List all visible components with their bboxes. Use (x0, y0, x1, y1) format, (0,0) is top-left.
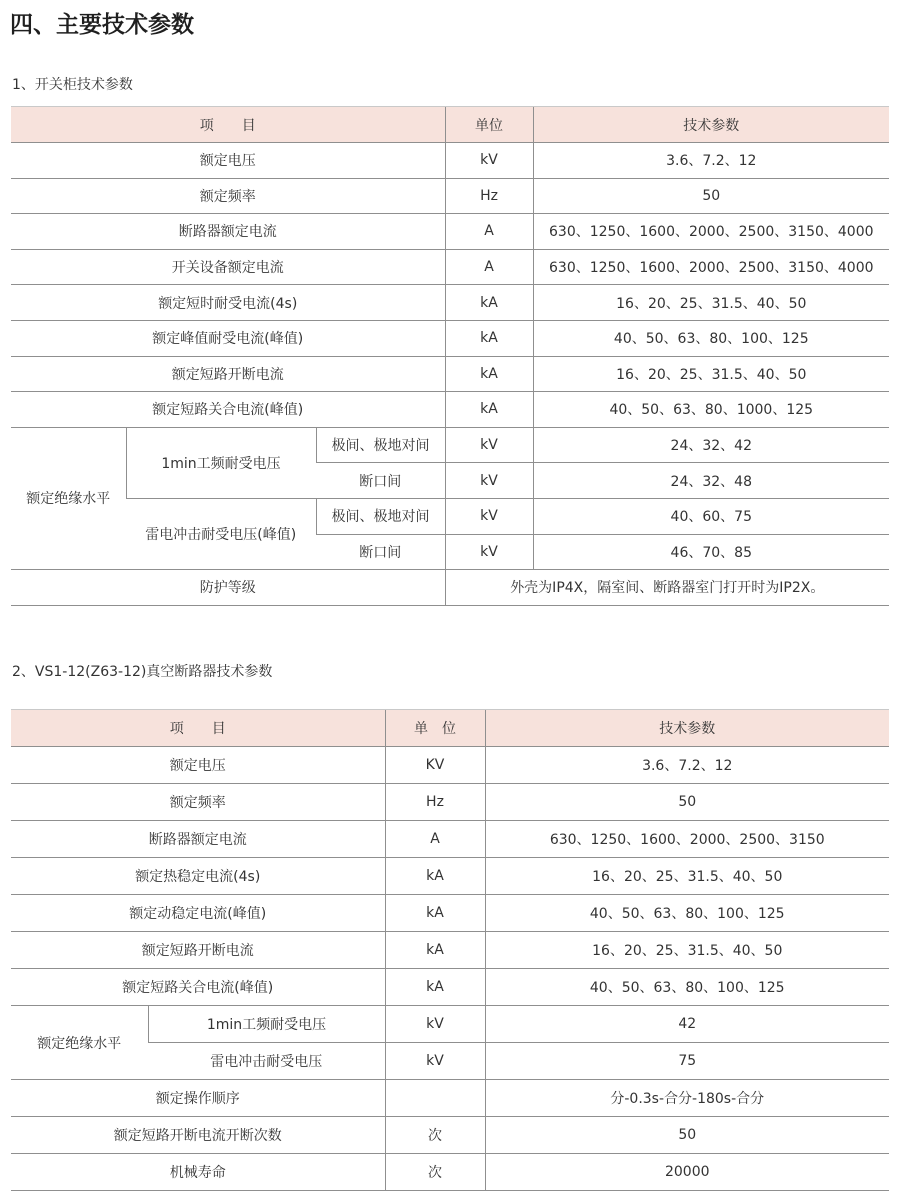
row-value: 50 (485, 784, 889, 821)
row-item: 断路器额定电流 (11, 821, 385, 858)
row-item: 机械寿命 (11, 1154, 385, 1191)
row-item: 额定短时耐受电流(4s) (11, 285, 445, 321)
table-row (11, 969, 889, 1006)
row-unit (385, 1080, 485, 1117)
page-title: 四、主要技术参数 (10, 12, 194, 38)
row-value: 630、1250、1600、2000、2500、3150、4000 (533, 214, 889, 250)
row-item: 额定频率 (11, 178, 445, 214)
table-row (11, 320, 889, 356)
row-value: 分-0.3s-合分-180s-合分 (485, 1080, 889, 1117)
row-item: 额定动稳定电流(峰值) (11, 895, 385, 932)
table-row (11, 1006, 889, 1043)
header-item: 项 目 (11, 107, 445, 143)
row-value: 16、20、25、31.5、40、50 (533, 356, 889, 392)
row-value: 40、50、63、80、100、125 (485, 969, 889, 1006)
row-sub-item: 1min工频耐受电压 (148, 1006, 385, 1043)
row-item: 额定短路开断电流 (11, 356, 445, 392)
row-unit: kV (445, 143, 533, 179)
header-unit: 单 位 (385, 710, 485, 747)
row-unit: kA (385, 932, 485, 969)
row-sub-item: 极间、极地对间 (316, 498, 445, 534)
switchgear-parameters-table (11, 106, 889, 606)
row-unit: A (445, 214, 533, 250)
row-unit: kA (385, 969, 485, 1006)
row-value: 16、20、25、31.5、40、50 (533, 285, 889, 321)
row-unit: kA (385, 858, 485, 895)
row-item: 额定短路关合电流(峰值) (11, 392, 445, 428)
row-value: 630、1250、1600、2000、2500、3150 (485, 821, 889, 858)
power-frequency-label: 1min工频耐受电压 (126, 427, 316, 498)
insulation-level-label: 额定绝缘水平 (11, 1006, 148, 1080)
row-sub-item: 极间、极地对间 (316, 427, 445, 463)
table-row (11, 143, 889, 179)
row-value: 20000 (485, 1154, 889, 1191)
row-sub-item: 断口间 (316, 463, 445, 499)
row-item: 额定短路开断电流开断次数 (11, 1117, 385, 1154)
row-value: 16、20、25、31.5、40、50 (485, 858, 889, 895)
row-value: 3.6、7.2、12 (485, 747, 889, 784)
row-value: 24、32、48 (533, 463, 889, 499)
row-unit: kA (445, 320, 533, 356)
protection-value: 外壳为IP4X，隔室间、断路器室门打开时为IP2X。 (445, 570, 889, 606)
table-row (11, 498, 889, 534)
row-value: 16、20、25、31.5、40、50 (485, 932, 889, 969)
row-value: 40、50、63、80、100、125 (533, 320, 889, 356)
row-unit: kV (445, 427, 533, 463)
table-row (11, 392, 889, 428)
row-unit: kA (445, 392, 533, 428)
table-row (11, 214, 889, 250)
table-row (11, 178, 889, 214)
row-unit: kA (385, 895, 485, 932)
row-unit: KV (385, 747, 485, 784)
section-2-title: 2、VS1-12(Z63-12)真空断路器技术参数 (12, 664, 273, 680)
table-row (11, 249, 889, 285)
table-header-row (11, 107, 889, 143)
table-row (11, 570, 889, 606)
row-item: 额定峰值耐受电流(峰值) (11, 320, 445, 356)
row-unit: A (385, 821, 485, 858)
table-row (11, 1117, 889, 1154)
row-value: 75 (485, 1043, 889, 1080)
header-item: 项 目 (11, 710, 385, 747)
table-row (11, 932, 889, 969)
row-item: 额定热稳定电流(4s) (11, 858, 385, 895)
row-item: 开关设备额定电流 (11, 249, 445, 285)
table-header-row (11, 710, 889, 747)
table-row (11, 356, 889, 392)
row-value: 40、50、63、80、100、125 (485, 895, 889, 932)
row-value: 50 (533, 178, 889, 214)
row-item: 额定短路开断电流 (11, 932, 385, 969)
row-item: 额定电压 (11, 143, 445, 179)
row-unit: 次 (385, 1154, 485, 1191)
row-unit: kV (385, 1006, 485, 1043)
row-item: 额定操作顺序 (11, 1080, 385, 1117)
row-unit: Hz (445, 178, 533, 214)
row-unit: Hz (385, 784, 485, 821)
table-row (11, 427, 889, 463)
insulation-level-label: 额定绝缘水平 (11, 427, 126, 569)
row-unit: kV (445, 498, 533, 534)
header-unit: 单位 (445, 107, 533, 143)
row-value: 3.6、7.2、12 (533, 143, 889, 179)
row-unit: kV (445, 463, 533, 499)
row-unit: A (445, 249, 533, 285)
row-value: 40、60、75 (533, 498, 889, 534)
row-value: 50 (485, 1117, 889, 1154)
protection-label: 防护等级 (11, 570, 445, 606)
table-row (11, 285, 889, 321)
row-value: 46、70、85 (533, 534, 889, 570)
table-row (11, 784, 889, 821)
row-value: 40、50、63、80、1000、125 (533, 392, 889, 428)
table-row (11, 747, 889, 784)
header-value: 技术参数 (533, 107, 889, 143)
table-row (11, 858, 889, 895)
table-row (11, 1080, 889, 1117)
row-sub-item: 断口间 (316, 534, 445, 570)
row-unit: kV (385, 1043, 485, 1080)
lightning-impulse-label: 雷电冲击耐受电压(峰值) (126, 498, 316, 569)
table-row (11, 821, 889, 858)
section-1-title: 1、开关柜技术参数 (12, 77, 133, 93)
header-value: 技术参数 (485, 710, 889, 747)
row-unit: 次 (385, 1117, 485, 1154)
row-value: 42 (485, 1006, 889, 1043)
row-item: 额定短路关合电流(峰值) (11, 969, 385, 1006)
row-unit: kA (445, 356, 533, 392)
table-row (11, 1154, 889, 1191)
row-item: 断路器额定电流 (11, 214, 445, 250)
table-row (11, 895, 889, 932)
row-value: 630、1250、1600、2000、2500、3150、4000 (533, 249, 889, 285)
row-unit: kA (445, 285, 533, 321)
row-item: 额定频率 (11, 784, 385, 821)
row-item: 额定电压 (11, 747, 385, 784)
row-sub-item: 雷电冲击耐受电压 (148, 1043, 385, 1080)
row-value: 24、32、42 (533, 427, 889, 463)
row-unit: kV (445, 534, 533, 570)
breaker-parameters-table (11, 709, 889, 1191)
